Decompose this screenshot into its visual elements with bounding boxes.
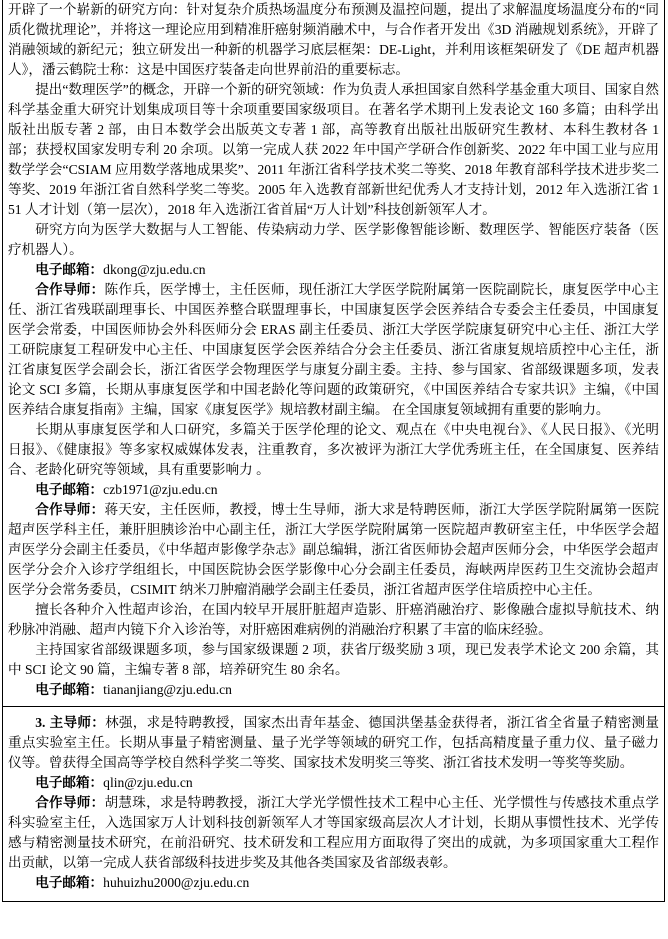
- email-address: qlin@zju.edu.cn: [103, 775, 193, 790]
- email-address: dkong@zju.edu.cn: [103, 262, 206, 277]
- lead-bio-continuation: 开辟了一个崭新的研究方向：针对复杂介质热场温度分布预测及温控问题，提出了求解温度场温度分布的“同质化微扰理论”，并将这一理论应用到精准肝癌射频消融术中，与合作者开发出《3D 消融规划系统》，开辟了消融领域的新纪元；独立研发出一种新的机器学习底层框架：DE-Light，并利用该框架研发了《DE 超声机器人》，潘云鹤院士称：这是中国医疗装备走向世界前沿的重要标志。: [8, 2, 659, 77]
- lead-supervisor-bio-text: 林强，求是特聘教授，国家杰出青年基金、德国洪堡基金获得者，浙江省全省量子精密测量重点实验室主任。长期从事量子精密测量、量子光学等领域的研究工作，包括高精度量子重力仪、量子磁力仪等。曾获得全国高等学校自然科学奖二等奖、国家技术发明奖三等奖、浙江省技术发明一等奖等奖励。: [8, 715, 660, 770]
- co-supervisor-bio-text: 陈作兵，医学博士，主任医师，现任浙江大学医学院附属第一医院副院长，康复医学中心主任、浙江省残联副理事长、中国医养整合联盟理事长，中国康复医学会医养结合专委会主任委员，中国康复医学会常委，中国医师协会外科医师分会 ERAS 副主任委员、浙江大学医学院康复研究中心主任、浙江大学工研院康复工程研发中心主任、中国康复医学会医养结合分会主任委员、浙江省康复规培质控中心主任，浙江省康复医学会副会长，浙江省医学会物理医学与康复分副主委。主持、参与国家、省部级课题多项，发表论文 SCI 多篇，长期从事康复医学和中国老龄化等问题的政策研究，《中国医养结合专家共识》主编，《中国医养结合康复指南》主编，国家《康复医学》规培教材副主编。 在全国康复领域拥有重要的影响力。: [8, 282, 659, 417]
- co-supervisor-1-bio: [8, 280, 659, 420]
- co-supervisor-2-achievements: 主持国家省部级课题多项，参与国家级课题 2 项，获省厅级奖励 3 项，现已发表学术论文 200 余篇，其中 SCI 论文 90 篇，主编专著 8 部，培养研究生 80 余名。: [8, 642, 659, 677]
- co-supervisor-bio-text: 蒋天安，主任医师，教授，博士生导师，浙大求是特聘医师，浙江大学医学院附属第一医院超声医学科主任，兼肝胆胰诊治中心副主任，浙江大学医学院附属第一医院超声教研室主任，中华医学会超声医学分会副主任委员，《中华超声影像学杂志》副总编辑，浙江省医师协会超声医师分会，中华医学会超声医学分会介入诊疗学组组长，中国医院协会医学影像中心分会副主任委员，海峡两岸医药卫生交流协会超声医学分会常务委员，CSIMIT 纳米刀肿瘤消融学会副主任委员，浙江省超声医学住培质控中心主任。: [8, 502, 659, 597]
- email-label: 电子邮箱：: [35, 482, 104, 497]
- lead-concept-and-honors: 提出“数理医学”的概念，开辟一个新的研究领域：作为负责人承担国家自然科学基金重大项目、国家自然科学基金重大研究计划集成项目等十余项重要国家级项目。在著名学术期刊上发表论文 160 多篇；由科学出版社出版专著 2 部，由日本数学会出版英文专著 1 部，高等教育出版社出版研究生教材、本科生教材各 1 部；获授权国家发明专利 20 余项。以第一完成人获 2022 年中国产学研合作创新奖、2022 年中国工业与应用数学学会“CSIAM 应用数学落地成果奖”、2011 年浙江省科学技术奖二等奖、2018 年教育部科学技术进步奖二等奖、2019 年浙江省自然科学奖二等奖。2005 年入选教育部新世纪优秀人才支持计划，2012 年入选浙江省 151 人才计划（第一层次），2018 年入选浙江省首届“万人计划”科技创新领军人才。: [8, 82, 659, 217]
- email-label: 电子邮箱：: [35, 682, 104, 697]
- section-3-co-supervisor-bio: [8, 793, 659, 873]
- section-3-lead-email-line: [8, 773, 659, 793]
- email-label: 电子邮箱：: [35, 875, 104, 890]
- section-number: 3.: [35, 715, 46, 730]
- email-label: 电子邮箱：: [35, 775, 104, 790]
- email-address: tiananjiang@zju.edu.cn: [103, 682, 232, 697]
- co-supervisor-1-influence: 长期从事康复医学和人口研究，多篇关于医学伦理的论文、观点在《中央电视台》、《人民日报》、《光明日报》、《健康报》等多家权威媒体发表，注重教育，多次被评为浙江大学优秀班主任，在全国康复、医养结合、老龄化研究等领域，具有重要影响力 。: [8, 422, 659, 477]
- co-supervisor-1-email-line: [8, 480, 659, 500]
- continued-section-cell: [2, 0, 665, 706]
- co-supervisor-2-bio: [8, 500, 659, 600]
- supervisor-table: [2, 0, 665, 902]
- lead-supervisor-label: 主导师：: [49, 715, 106, 730]
- section-3-co-supervisor-email-line: [8, 873, 659, 893]
- co-supervisor-label: 合作导师：: [35, 282, 105, 297]
- co-supervisor-bio-text: 胡慧珠，求是特聘教授，浙江大学光学惯性技术工程中心主任、光学惯性与传感技术重点学科实验室主任，入选国家万人计划科技创新领军人才等国家级高层次人才计划，长期从事惯性技术、光学传感与精密测量技术研究，在前沿研究、技术研发和工程应用方面取得了突出的成就，为多项国家重大工程作出贡献，以第一完成人获省部级科技进步奖及其他各类国家及省部级表彰。: [8, 795, 659, 870]
- lead-research-directions: 研究方向为医学大数据与人工智能、传染病动力学、医学影像智能诊断、数理医学、智能医疗装备（医疗机器人）。: [8, 222, 659, 257]
- email-label: 电子邮箱：: [35, 262, 104, 277]
- section-3-lead-bio: [8, 713, 659, 773]
- co-supervisor-label: 合作导师：: [35, 502, 105, 517]
- co-supervisor-2-expertise: 擅长各种介入性超声诊治，在国内较早开展肝脏超声造影、肝癌消融治疗、影像融合虚拟导航技术、纳秒脉冲消融、超声内镜下介入诊治等，对肝癌困难病例的消融治疗积累了丰富的临床经验。: [8, 602, 659, 637]
- email-address: huhuizhu2000@zju.edu.cn: [103, 875, 250, 890]
- co-supervisor-label: 合作导师：: [35, 795, 105, 810]
- co-supervisor-2-email-line: [8, 680, 659, 700]
- section-3-cell: [2, 706, 665, 902]
- lead-email-line: [8, 260, 659, 280]
- email-address: czb1971@zju.edu.cn: [103, 482, 218, 497]
